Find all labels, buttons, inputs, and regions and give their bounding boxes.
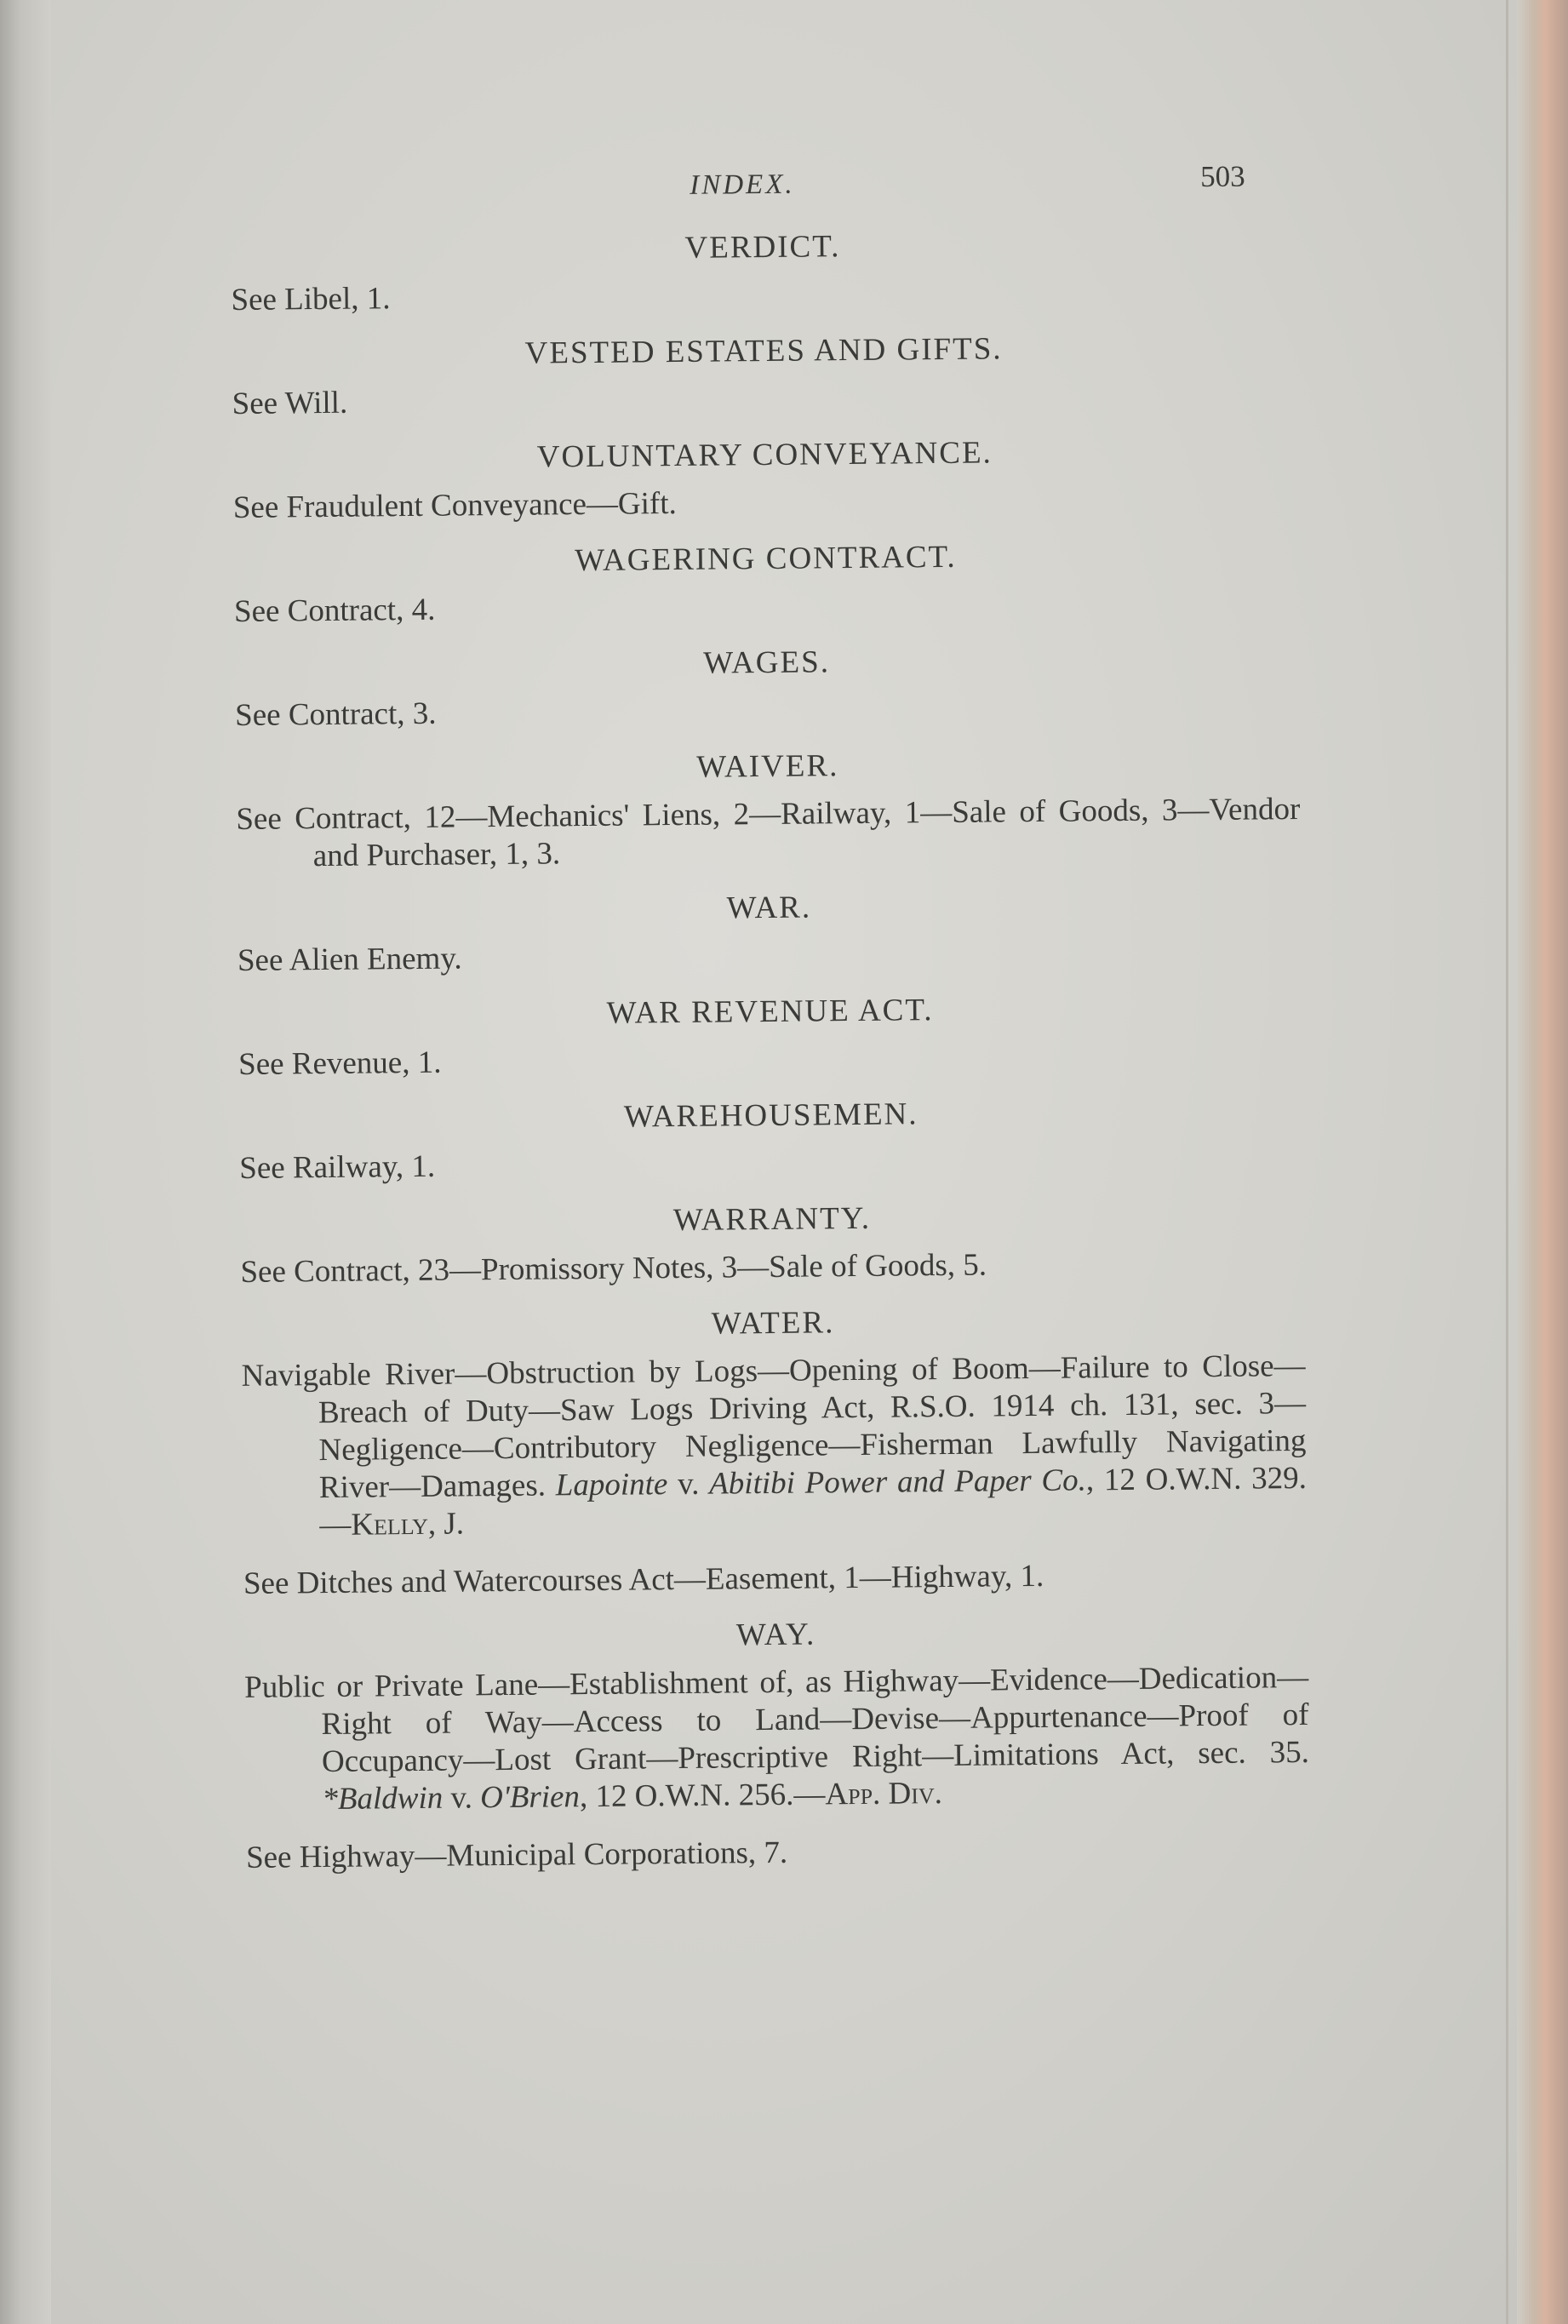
index-section-wagering-contract: [233, 534, 1298, 631]
section-heading: WAGES.: [703, 644, 831, 681]
index-section-waiver: [236, 741, 1301, 876]
index-section-verdict: [231, 222, 1296, 319]
section-heading: WAIVER.: [696, 748, 839, 785]
index-section-vested-estates: [232, 326, 1296, 423]
section-heading: WAR.: [726, 890, 812, 926]
judge-name: Kelly: [351, 1506, 429, 1543]
section-heading: WATER.: [711, 1305, 835, 1342]
index-entry: See Revenue, 1.: [237, 1045, 442, 1082]
index-entry: See Contract, 3.: [234, 695, 437, 733]
index-section-warehousemen: [239, 1090, 1304, 1188]
index-section-war: [237, 883, 1302, 980]
page-content: [230, 156, 1310, 1894]
index-entry: See Will.: [232, 385, 348, 421]
running-title: INDEX.: [690, 169, 795, 201]
index-section-voluntary-conveyance: [232, 430, 1297, 527]
index-entry: See Contract, 12—Mechanics' Liens, 2—Railway, 1—Sale of Goods, 3—Vendor and Purchaser, 1, 3.: [236, 791, 1301, 874]
court-name: App. Div.: [825, 1776, 943, 1812]
index-entry: See Contract, 4.: [233, 592, 436, 629]
page-number: 503: [1199, 159, 1245, 194]
section-heading: WARRANTY.: [672, 1200, 872, 1239]
page-edge-line: [1506, 0, 1508, 2324]
case-defendant: O'Brien: [479, 1779, 581, 1816]
case-citation: , 12 O.W.N. 329.—: [319, 1460, 1308, 1543]
section-heading: WAR REVENUE ACT.: [606, 993, 934, 1031]
index-entry: See Railway, 1.: [239, 1148, 436, 1186]
index-section-warranty: [240, 1194, 1305, 1291]
section-heading: VESTED ESTATES AND GIFTS.: [524, 331, 1003, 371]
case-v: v.: [667, 1466, 710, 1503]
index-section-wages: [234, 638, 1299, 735]
section-heading: WAGERING CONTRACT.: [575, 539, 957, 579]
case-citation: , 12 O.W.N. 256.—: [579, 1777, 826, 1815]
page-spine-shadow: [0, 0, 51, 2324]
index-entry-see-also: See Highway—Municipal Corporations, 7.: [245, 1835, 788, 1875]
judge-suffix: , J.: [427, 1506, 465, 1542]
case-v: v.: [443, 1780, 481, 1816]
index-entry: See Alien Enemy.: [237, 941, 462, 978]
index-section-way: [243, 1610, 1310, 1877]
case-plaintiff: *Baldwin: [322, 1780, 444, 1817]
index-entry: See Fraudulent Conveyance—Gift.: [232, 485, 677, 525]
running-head: [230, 156, 1295, 217]
index-entry: See Libel, 1.: [231, 281, 391, 318]
section-heading: VOLUNTARY CONVEYANCE.: [536, 435, 993, 475]
index-entry-water: [241, 1348, 1307, 1545]
page-right-edge: [1517, 0, 1568, 2324]
index-entry-way: [244, 1659, 1310, 1819]
entry-text: Navigable River—Obstruction by Logs—Opening of Boom—Failure to Close—Breach of Duty—Saw Logs Driving Act, R.S.O. 1914 ch. 131, sec. 3—Negligence—Contributory Negligence—Fisherman Lawfully Navigating River—Damages.: [241, 1348, 1307, 1506]
index-section-war-revenue-act: [237, 987, 1302, 1084]
index-entry-see-also: See Ditches and Watercourses Act—Easement, 1—Highway, 1.: [243, 1558, 1044, 1601]
section-heading: VERDICT.: [684, 229, 841, 266]
index-section-water: [241, 1298, 1308, 1603]
section-heading: WAY.: [735, 1617, 816, 1653]
case-plaintiff: Lapointe: [555, 1467, 668, 1503]
entry-text: Public or Private Lane—Establishment of, as Highway—Evidence—Dedication—Right of Way—Access to Land—Devise—Appurtenance—Proof of Occupancy—Lost Grant—Prescriptive Right—Limitations Act, sec. 35.: [243, 1659, 1310, 1780]
index-entry: See Contract, 23—Promissory Notes, 3—Sale of Goods, 5.: [240, 1247, 987, 1290]
case-defendant: Abitibi Power and Paper Co.: [709, 1463, 1087, 1502]
section-heading: WAREHOUSEMEN.: [623, 1096, 918, 1135]
